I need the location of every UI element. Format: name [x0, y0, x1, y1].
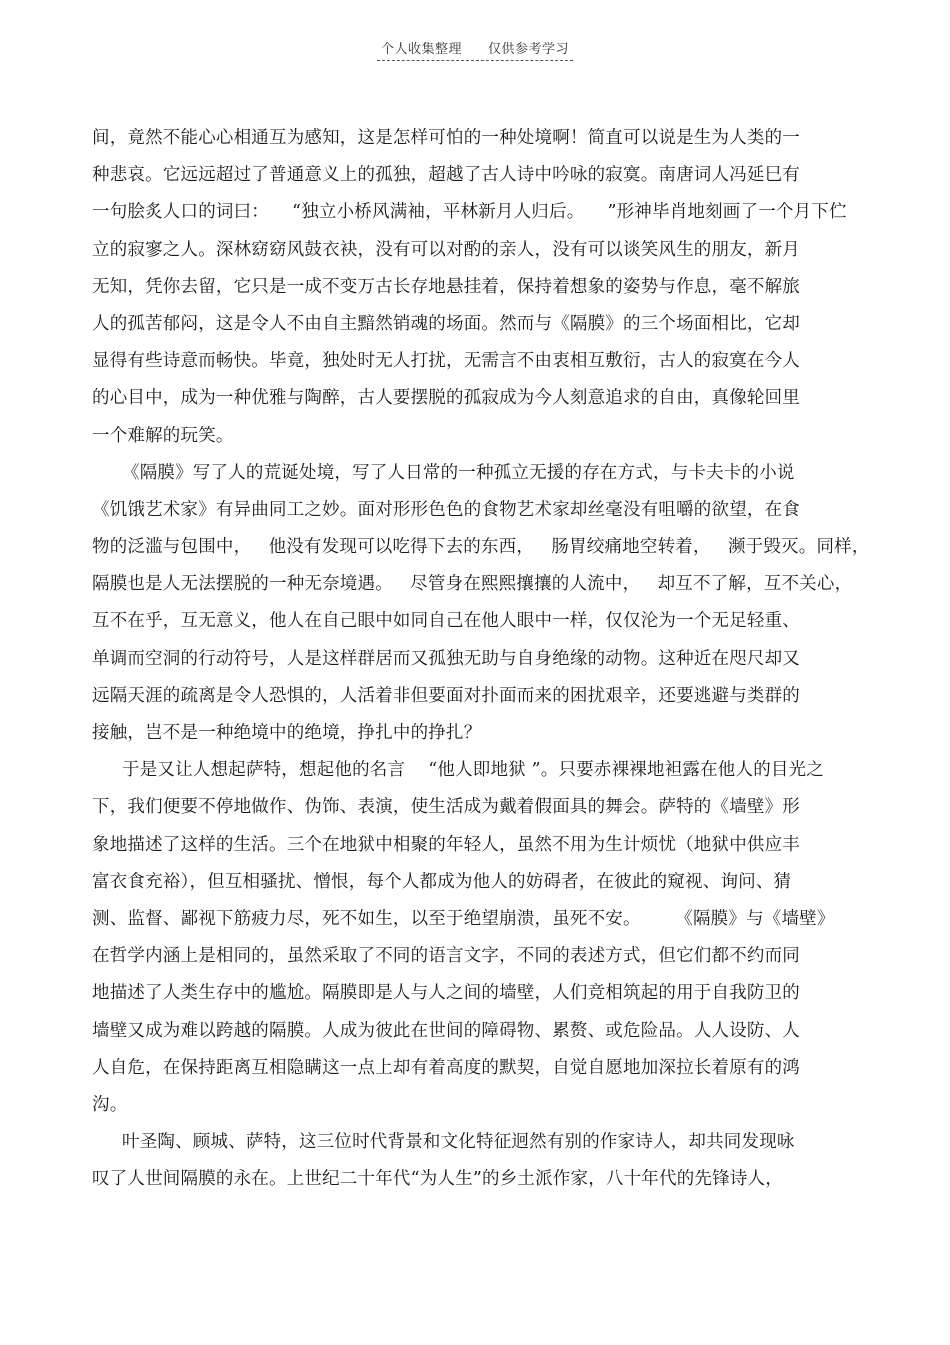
header-right-text: 仅供参考学习: [488, 42, 570, 57]
page-header: [0, 38, 950, 61]
text-line: 远隔天涯的疏离是令人恐惧的，人活着非但要面对扑面而来的困扰艰辛，还要逃避与类群的: [92, 685, 800, 706]
text-line: 单调而空洞的行动符号，人是这样群居而又孤独无助与自身绝缘的动物。这种近在咫尺却又: [92, 648, 800, 669]
text-line: 《隔膜》写了人的荒诞处境，写了人日常的一种孤立无援的存在方式，与卡夫卡的小说: [122, 462, 795, 483]
text-line: 显得有些诗意而畅快。毕竟，独处时无人打扰，无需言不由衷相互敷衍，古人的寂寞在今人: [92, 351, 800, 372]
text-line: 叹了人世间隔膜的永在。上世纪二十年代“为人生”的乡土派作家，八十年代的先锋诗人，: [92, 1169, 783, 1190]
text-line: 隔膜也是人无法摆脱的一种无奈境遇。 尽管身在熙熙攘攘的人流中， 却互不了解，互不关心，: [92, 574, 853, 595]
text-line: 一句脍炙人口的词曰： “独立小桥风满袖，平林新月人归后。 ”形神毕肖地刻画了一个月下伫: [92, 202, 847, 223]
text-line: 种悲哀。它远远超过了普通意义上的孤独，超越了古人诗中吟咏的寂寞。南唐词人冯延巳有: [92, 165, 800, 186]
text-line: 叶圣陶、顾城、萨特，这三位时代背景和文化特征迥然有别的作家诗人，却共同发现咏: [122, 1132, 795, 1153]
text-line: 地描述了人类生存中的尴尬。隔膜即是人与人之间的墙壁，人们竞相筑起的用于自我防卫的: [92, 983, 800, 1004]
text-line: 《饥饿艺术家》有异曲同工之妙。面对形形色色的食物艺术家却丝毫没有咀嚼的欲望，在食: [92, 499, 800, 520]
text-line: 富衣食充裕），但互相骚扰、憎恨，每个人都成为他人的妨碍者，在彼此的窥视、询问、猜: [92, 871, 792, 892]
text-line: 的心目中，成为一种优雅与陶醉，古人要摆脱的孤寂成为今人刻意追求的自由，真像轮回里: [92, 388, 800, 409]
text-line: 测、监督、鄙视下筋疲力尽，死不如生，以至于绝望崩溃，虽死不安。 《隔膜》与《墙壁》: [92, 908, 835, 929]
text-line: 无知，凭你去留，它只是一成不变万古长存地悬挂着，保持着想象的姿势与作息，毫不解旅: [92, 276, 800, 297]
text-line: 下，我们便要不停地做作、伪饰、表演，使生活成为戴着假面具的舞会。萨特的《墙壁》形: [92, 797, 800, 818]
text-line: 接触，岂不是一种绝境中的绝境，挣扎中的挣扎？: [92, 723, 482, 743]
text-line: 于是又让人想起萨特，想起他的名言 “他人即地狱 ”。只要赤裸裸地袒露在他人的目光之: [122, 760, 825, 781]
header-left-text: 个人收集整理: [380, 42, 462, 57]
text-line: 互不在乎，互无意义，他人在自己眼中如同自己在他人眼中一样，仅仅沦为一个无足轻重、: [92, 611, 800, 632]
text-line: 立的寂寥之人。深林窈窈风鼓衣袂，没有可以对酌的亲人，没有可以谈笑风生的朋友，新月: [92, 239, 800, 260]
document-body: [92, 120, 870, 1198]
text-line: 人的孤苦郁闷，这是令人不由自主黯然销魂的场面。然而与《隔膜》的三个场面相比，它却: [92, 313, 800, 334]
text-line: 沟。: [92, 1094, 128, 1115]
text-line: 一个难解的玩笑。: [92, 425, 234, 446]
text-line: 物的泛滥与包围中， 他没有发现可以吃得下去的东西， 肠胃绞痛地空转着， 濒于毁灭。同样，: [92, 537, 870, 558]
text-line: 在哲学内涵上是相同的，虽然采取了不同的语言文字，不同的表述方式，但它们都不约而同: [92, 946, 800, 967]
header-underline: [377, 38, 573, 61]
text-line: 间，竟然不能心心相通互为感知，这是怎样可怕的一种处境啊！简直可以说是生为人类的一: [92, 128, 800, 148]
text-line: 象地描述了这样的生活。三个在地狱中相聚的年轻人，虽然不用为生计烦忧（地狱中供应丰: [92, 834, 800, 855]
text-line: 墙壁又成为难以跨越的隔膜。人成为彼此在世间的障碍物、累赘、或危险品。人人设防、人: [92, 1020, 800, 1041]
text-line: 人自危，在保持距离互相隐瞒这一点上却有着高度的默契，自觉自愿地加深拉长着原有的鸿: [92, 1057, 800, 1078]
